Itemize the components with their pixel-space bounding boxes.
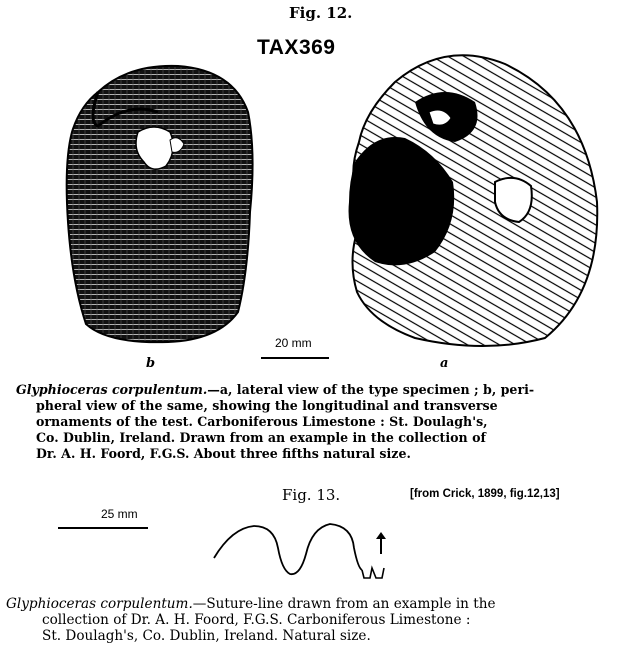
scale-top-bar [261,357,329,359]
caption2-line1-rest: —Suture-line drawn from an example in the [192,596,496,612]
fig12-title: Fig. 12. [289,4,353,22]
scale-top-label: 20 mm [275,336,312,350]
caption1-line3: ornaments of the test. Carboniferous Limestone : St. Doulagh's, [36,414,488,429]
caption2-line1 [6,596,626,612]
caption-fig13 [6,596,626,644]
specimen-b-drawing [58,62,260,346]
scale-bottom-label: 25 mm [101,507,138,521]
arrow-up-icon [375,530,387,556]
specimen-a-drawing [335,42,607,352]
caption1-line5: Dr. A. H. Foord, F.G.S. About three fifths natural size. [36,446,411,461]
caption1-species: Glyphioceras corpulentum. [16,382,208,397]
caption1-line4: Co. Dublin, Ireland. Drawn from an example in the collection of [36,430,486,445]
label-a: a [440,356,449,371]
caption1-line1-rest: —a, lateral view of the type specimen ; b, peri- [207,382,535,397]
caption2-line3: St. Doulagh's, Co. Dublin, Ireland. Natural size. [42,628,371,644]
caption-fig12 [16,382,622,462]
caption1-line1 [16,382,622,398]
label-b: b [146,356,156,371]
fig13-title: Fig. 13. [282,486,341,504]
caption2-line2: collection of Dr. A. H. Foord, F.G.S. Carboniferous Limestone : [42,612,471,628]
caption1-line2: pheral view of the same, showing the longitudinal and transverse [36,398,498,413]
caption2-species: Glyphioceras corpulentum. [6,596,193,612]
tax-label: TAX369 [257,36,336,59]
source-note: [from Crick, 1899, fig.12,13] [410,488,560,500]
scale-bottom-bar [58,527,148,529]
